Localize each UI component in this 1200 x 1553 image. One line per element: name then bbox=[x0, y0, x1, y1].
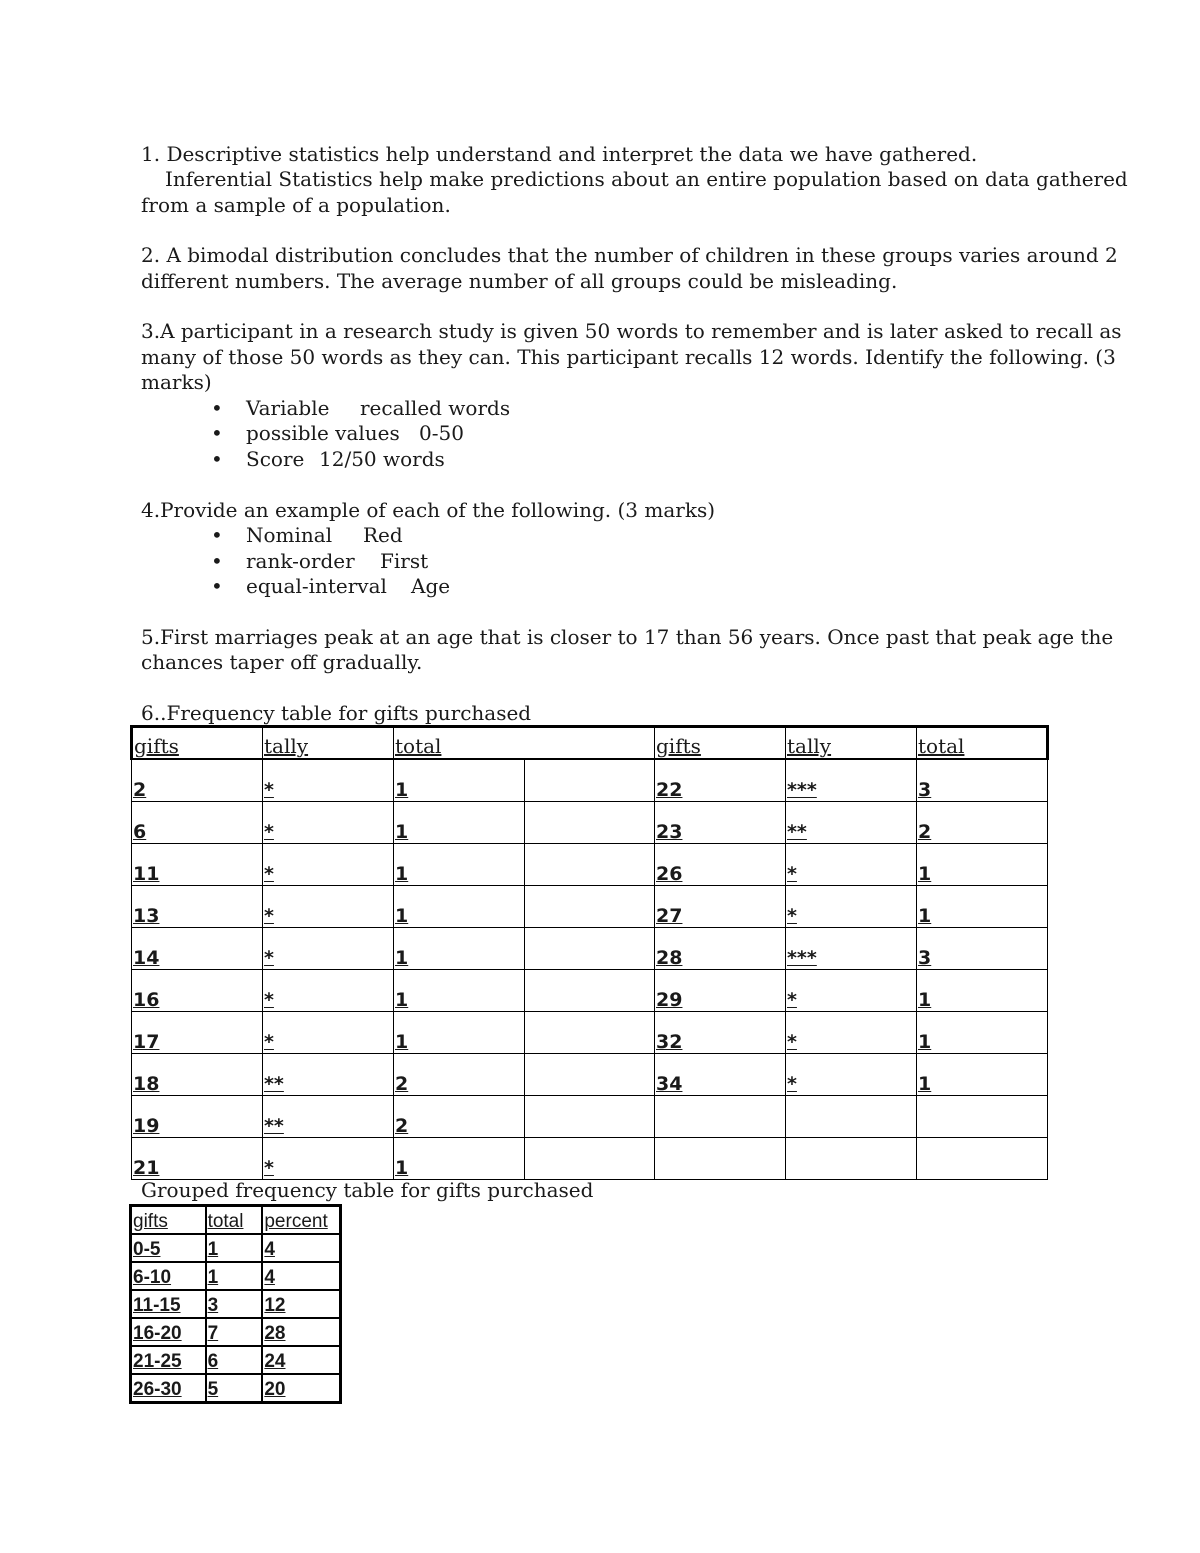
bullet-term: Variable bbox=[246, 396, 330, 420]
cell-percent: 4 bbox=[262, 1262, 340, 1290]
frequency-table-header bbox=[132, 727, 1048, 760]
cell-gifts-2: 27 bbox=[655, 886, 786, 928]
table-row bbox=[131, 1346, 341, 1374]
table-row bbox=[132, 886, 1048, 928]
cell-total-2: 2 bbox=[917, 802, 1048, 844]
bullet-answer: First bbox=[380, 549, 429, 573]
table-row bbox=[132, 759, 1048, 802]
bullet-term: Nominal bbox=[246, 523, 333, 547]
table-row bbox=[132, 1054, 1048, 1096]
frequency-table bbox=[130, 725, 1049, 1180]
cell-total: 3 bbox=[206, 1290, 263, 1318]
cell-tally-2: * bbox=[786, 970, 917, 1012]
cell-range: 16-20 bbox=[131, 1318, 206, 1346]
cell-total: 2 bbox=[394, 1054, 525, 1096]
cell-tally: ** bbox=[263, 1096, 394, 1138]
cell-range: 6-10 bbox=[131, 1262, 206, 1290]
table-row bbox=[131, 1262, 341, 1290]
header-tally: tally bbox=[263, 727, 394, 760]
cell-gifts: 18 bbox=[132, 1054, 263, 1096]
cell-tally-2: *** bbox=[786, 759, 917, 802]
cell-range: 26-30 bbox=[131, 1374, 206, 1403]
cell-total: 1 bbox=[394, 844, 525, 886]
cell-gifts-2 bbox=[655, 1096, 786, 1138]
grouped-header-total: total bbox=[206, 1206, 263, 1235]
bullet-term: equal-interval bbox=[246, 574, 387, 598]
cell-percent: 12 bbox=[262, 1290, 340, 1318]
cell-gifts-2: 26 bbox=[655, 844, 786, 886]
cell-total-2: 3 bbox=[917, 928, 1048, 970]
cell-range: 11-15 bbox=[131, 1290, 206, 1318]
cell-total: 7 bbox=[206, 1318, 263, 1346]
cell-tally: * bbox=[263, 928, 394, 970]
cell-gifts-2: 23 bbox=[655, 802, 786, 844]
cell-tally-2 bbox=[786, 1138, 917, 1180]
cell-tally: * bbox=[263, 1138, 394, 1180]
cell-total: 1 bbox=[394, 970, 525, 1012]
cell-gifts: 11 bbox=[132, 844, 263, 886]
q3-line-3: marks) bbox=[141, 370, 212, 394]
cell-blank bbox=[525, 802, 655, 844]
bullet-term: rank-order bbox=[246, 549, 355, 573]
header-total-2: total bbox=[917, 727, 1048, 760]
grouped-header-percent: percent bbox=[262, 1206, 340, 1235]
grouped-table-body bbox=[131, 1234, 341, 1403]
cell-blank bbox=[525, 844, 655, 886]
bullet-answer: recalled words bbox=[360, 396, 511, 420]
cell-tally: * bbox=[263, 802, 394, 844]
grouped-header-gifts: gifts bbox=[131, 1206, 206, 1235]
cell-gifts: 2 bbox=[132, 759, 263, 802]
cell-gifts-2: 28 bbox=[655, 928, 786, 970]
bullet-icon: • bbox=[211, 396, 223, 420]
grouped-table-header bbox=[131, 1206, 341, 1235]
cell-tally-2: * bbox=[786, 1054, 917, 1096]
cell-total-2: 1 bbox=[917, 844, 1048, 886]
cell-total: 1 bbox=[394, 928, 525, 970]
q1-line-1: 1. Descriptive statistics help understand and interpret the data we have gathered. bbox=[141, 142, 978, 166]
q1-line-2: Inferential Statistics help make predictions about an entire population based on data gathered bbox=[165, 167, 1128, 191]
q4-bullet-equal-interval bbox=[211, 573, 450, 599]
cell-percent: 28 bbox=[262, 1318, 340, 1346]
frequency-table-body bbox=[132, 759, 1048, 1180]
cell-range: 21-25 bbox=[131, 1346, 206, 1374]
cell-tally: * bbox=[263, 844, 394, 886]
cell-total-2: 1 bbox=[917, 1012, 1048, 1054]
cell-total-2: 3 bbox=[917, 759, 1048, 802]
cell-total-2 bbox=[917, 1138, 1048, 1180]
table-row bbox=[132, 928, 1048, 970]
q2-line-1: 2. A bimodal distribution concludes that the number of children in these groups varies around 2 bbox=[141, 243, 1118, 267]
cell-blank bbox=[525, 886, 655, 928]
table-row bbox=[132, 1138, 1048, 1180]
cell-percent: 20 bbox=[262, 1374, 340, 1403]
table-row bbox=[132, 1012, 1048, 1054]
cell-gifts-2 bbox=[655, 1138, 786, 1180]
bullet-icon: • bbox=[211, 447, 223, 471]
cell-blank bbox=[525, 970, 655, 1012]
cell-gifts: 19 bbox=[132, 1096, 263, 1138]
table-row bbox=[132, 844, 1048, 886]
cell-tally: * bbox=[263, 886, 394, 928]
header-total: total bbox=[394, 727, 655, 760]
table-row bbox=[132, 802, 1048, 844]
bullet-term: Score bbox=[246, 447, 305, 471]
cell-blank bbox=[525, 1054, 655, 1096]
cell-total: 1 bbox=[394, 1012, 525, 1054]
cell-total: 2 bbox=[394, 1096, 525, 1138]
q4-bullet-nominal bbox=[211, 522, 403, 548]
cell-total: 6 bbox=[206, 1346, 263, 1374]
q4-bullet-rank-order bbox=[211, 548, 428, 574]
frequency-table-title: 6..Frequency table for gifts purchased bbox=[141, 701, 532, 725]
cell-gifts-2: 22 bbox=[655, 759, 786, 802]
cell-tally-2: * bbox=[786, 1012, 917, 1054]
bullet-answer: 12/50 words bbox=[319, 447, 445, 471]
bullet-icon: • bbox=[211, 523, 223, 547]
cell-blank bbox=[525, 1138, 655, 1180]
q5-line-1: 5.First marriages peak at an age that is closer to 17 than 56 years. Once past that peak age the bbox=[141, 625, 1114, 649]
cell-total: 5 bbox=[206, 1374, 263, 1403]
header-tally-2: tally bbox=[786, 727, 917, 760]
q5-line-2: chances taper off gradually. bbox=[141, 650, 423, 674]
cell-gifts-2: 32 bbox=[655, 1012, 786, 1054]
bullet-icon: • bbox=[211, 549, 223, 573]
bullet-term: possible values bbox=[246, 421, 400, 445]
cell-total: 1 bbox=[394, 802, 525, 844]
cell-total: 1 bbox=[394, 1138, 525, 1180]
cell-gifts: 21 bbox=[132, 1138, 263, 1180]
cell-tally: * bbox=[263, 1012, 394, 1054]
cell-tally-2: * bbox=[786, 844, 917, 886]
cell-gifts: 16 bbox=[132, 970, 263, 1012]
bullet-answer: Red bbox=[363, 523, 403, 547]
cell-percent: 4 bbox=[262, 1234, 340, 1262]
q3-bullet-score bbox=[211, 446, 445, 472]
q3-line-1: 3.A participant in a research study is given 50 words to remember and is later asked to recall as bbox=[141, 319, 1122, 343]
grouped-frequency-table bbox=[129, 1204, 342, 1404]
cell-total: 1 bbox=[206, 1234, 263, 1262]
cell-tally-2: *** bbox=[786, 928, 917, 970]
cell-gifts: 13 bbox=[132, 886, 263, 928]
cell-blank bbox=[525, 928, 655, 970]
table-row bbox=[131, 1234, 341, 1262]
cell-total-2 bbox=[917, 1096, 1048, 1138]
q3-bullet-possible-values bbox=[211, 420, 464, 446]
header-gifts: gifts bbox=[132, 727, 263, 760]
table-row bbox=[131, 1318, 341, 1346]
q3-line-2: many of those 50 words as they can. This participant recalls 12 words. Identify the following. (3 bbox=[141, 345, 1116, 369]
cell-tally-2 bbox=[786, 1096, 917, 1138]
bullet-answer: 0-50 bbox=[419, 421, 464, 445]
q1-line-3: from a sample of a population. bbox=[141, 193, 451, 217]
cell-blank bbox=[525, 1096, 655, 1138]
cell-tally: ** bbox=[263, 1054, 394, 1096]
header-gifts-2: gifts bbox=[655, 727, 786, 760]
cell-tally: * bbox=[263, 970, 394, 1012]
cell-percent: 24 bbox=[262, 1346, 340, 1374]
cell-total-2: 1 bbox=[917, 1054, 1048, 1096]
q2-line-2: different numbers. The average number of all groups could be misleading. bbox=[141, 269, 898, 293]
q4-line-1: 4.Provide an example of each of the following. (3 marks) bbox=[141, 498, 716, 522]
cell-total-2: 1 bbox=[917, 886, 1048, 928]
cell-total: 1 bbox=[394, 886, 525, 928]
cell-blank bbox=[525, 1012, 655, 1054]
cell-tally: * bbox=[263, 759, 394, 802]
cell-gifts-2: 29 bbox=[655, 970, 786, 1012]
cell-tally-2: * bbox=[786, 886, 917, 928]
table-row bbox=[131, 1290, 341, 1318]
cell-gifts-2: 34 bbox=[655, 1054, 786, 1096]
table-row bbox=[132, 970, 1048, 1012]
bullet-icon: • bbox=[211, 421, 223, 445]
bullet-answer: Age bbox=[411, 574, 451, 598]
cell-gifts: 17 bbox=[132, 1012, 263, 1054]
cell-blank bbox=[525, 759, 655, 802]
cell-total: 1 bbox=[394, 759, 525, 802]
cell-tally-2: ** bbox=[786, 802, 917, 844]
table-row bbox=[131, 1374, 341, 1403]
cell-gifts: 6 bbox=[132, 802, 263, 844]
cell-total: 1 bbox=[206, 1262, 263, 1290]
cell-range: 0-5 bbox=[131, 1234, 206, 1262]
table-row bbox=[132, 1096, 1048, 1138]
bullet-icon: • bbox=[211, 574, 223, 598]
cell-gifts: 14 bbox=[132, 928, 263, 970]
cell-total-2: 1 bbox=[917, 970, 1048, 1012]
q3-bullet-variable bbox=[211, 395, 510, 421]
grouped-table-title: Grouped frequency table for gifts purchased bbox=[141, 1178, 594, 1202]
